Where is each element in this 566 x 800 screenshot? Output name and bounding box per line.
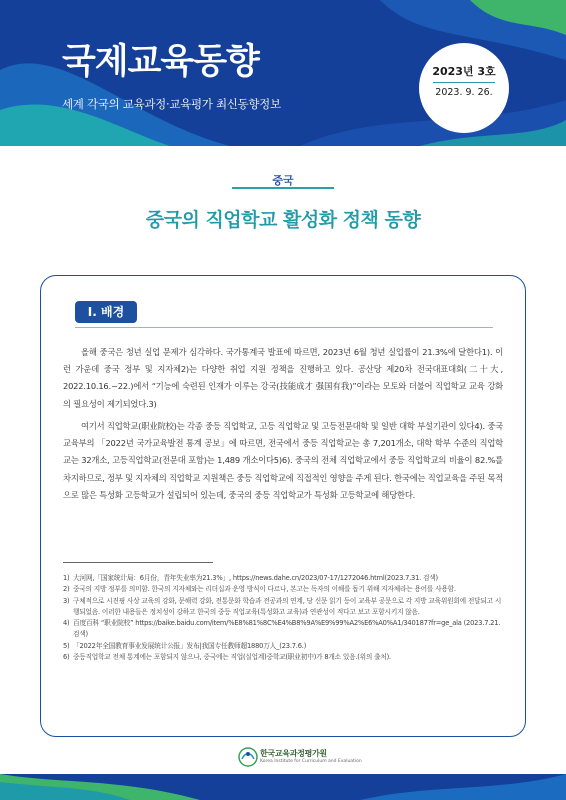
organization-logo (238, 745, 362, 771)
footer-band-graphic (0, 774, 566, 800)
footnote (63, 618, 507, 641)
footnote-number: 3) (63, 596, 70, 605)
issue-date: 2023. 9. 26. (435, 87, 493, 98)
footnote-text: 「2022年全国教育事业发展统计公报」发布|我国专任教师超1880万人_(23.7.6.) (73, 641, 307, 650)
country-underline (232, 187, 334, 189)
organization-name: 한국교육과정평가원 (260, 749, 327, 758)
footnote-number: 1) (63, 574, 70, 582)
footnote (63, 596, 507, 619)
footnote-text: 大河网,「国家统计局：6月份，青年失业率为21.3%」, https://news.dahe.cn/2023/07-17/1272046.html(2023.7.31. 검색) (73, 574, 438, 582)
paragraph-text: 올해 중국은 청년 실업 문제가 심각하다. 국가통계국 발표에 따르면, 2023년 6월 청년 실업률이 21.3%에 달한다1). 이런 가운데 중국 정부 및 지자체2)는 다양한 취업 지원 정책을 진행하고 있다. 공산당 제20차 전국대표대회(二十大, 2022.10.16.~22.)에서 “기능에 숙련된 인재가 이루는 강국(技能成才 强国有我)”이라는 모토와 더불어 직업학교 교육 강화의 필요성이 제기되었다.3) (63, 347, 503, 409)
section-heading: Ⅰ. 배경 (75, 301, 137, 323)
publication-title: 국제교육동향 (62, 42, 259, 82)
footnote (63, 584, 507, 595)
footnote-text: 중등직업학교 전체 통계에는 포함되지 않으나, 중국에는 직업(실업계)중학교(职业初中)가 8개소 있음.(위의 출처). (73, 653, 391, 662)
section-divider (75, 327, 493, 328)
footnote (63, 652, 507, 663)
footnote-number: 5) (63, 641, 70, 650)
footnote-text: 百度百科 “职业院校” https://baike.baidu.com/item/%E8%81%8C%E4%B8%9A%E9%99%A2%E6%A0%A1/340187?fr=ge_ala (2023.7.21. 검색) (73, 619, 501, 639)
organization-name-en: Korea Institute for Curriculum and Evaluation (260, 759, 362, 764)
footnote-text: 구체적으로 시진핑 사상 교육의 강화, 문해력 강화, 전통문화 학습과 전공과의 연계, 당 신문 읽기 등이 교육부 공문으로 각 지방 교육위원회에 전달되고 시행되었음. 이러한 내용들은 정치성이 강하고 한국의 중등 직업교육(특성화고 교육)과 연관성이 적다고 보고 포함시키지 않음. (73, 596, 502, 616)
paragraph-text: 여기서 직업학교(职业院校)는 각종 중등 직업학교, 고등 직업학교 및 고등전문대학 및 일반 대학 부설기관이 있다4). 중국 교육부의 「2022년 국가교육발전 통계 공보」에 따르면, 전국에서 중등 직업학교는 총 7,201개소, 대학 학부 수준의 직업학교는 32개소, 고등직업학교(전문대 포함)는 1,489 개소이다5)6). 중국의 전체 직업학교에서 중등 직업학교의 비율이 82.%를 차지하므로, 정부 및 지자체의 직업학교 지원책은 중등 직업학교에 직접적인 영향을 주게 된다. 한국에는 직업교육을 주된 목적으로 많은 특성화 고등학교가 설립되어 있는데, 중국의 중등 직업학교가 특성화 고등학교에 해당한다. (63, 421, 503, 500)
paragraph-2 (63, 418, 503, 504)
footnote (63, 573, 507, 584)
country-tag: 중국 (272, 174, 294, 187)
logo-mark-icon (238, 747, 258, 767)
footer-band (0, 774, 566, 800)
footnote-divider (63, 562, 213, 563)
badge-divider (433, 82, 495, 83)
footnote (63, 641, 507, 652)
issue-number: 2023년 3호 (432, 65, 496, 78)
publication-subtitle: 세계 각국의 교육과정·교육평가 최신동향정보 (62, 97, 281, 111)
footnote-number: 2) (63, 585, 70, 594)
issue-badge (419, 43, 509, 133)
report-header (0, 0, 566, 146)
article-title: 중국의 직업학교 활성화 정책 동향 (145, 209, 421, 231)
footnote-text: 중국의 지방 정부를 의미함. 한국의 지자체와는 리더십과 운영 방식이 다르나, 본고는 독자의 이해를 돕기 위해 지자체라는 용어를 사용함. (73, 585, 456, 594)
footnotes (63, 573, 507, 663)
footnote-number: 6) (63, 653, 70, 662)
paragraph-1 (63, 344, 503, 413)
footnote-number: 4) (63, 619, 70, 628)
content-box (40, 275, 526, 737)
